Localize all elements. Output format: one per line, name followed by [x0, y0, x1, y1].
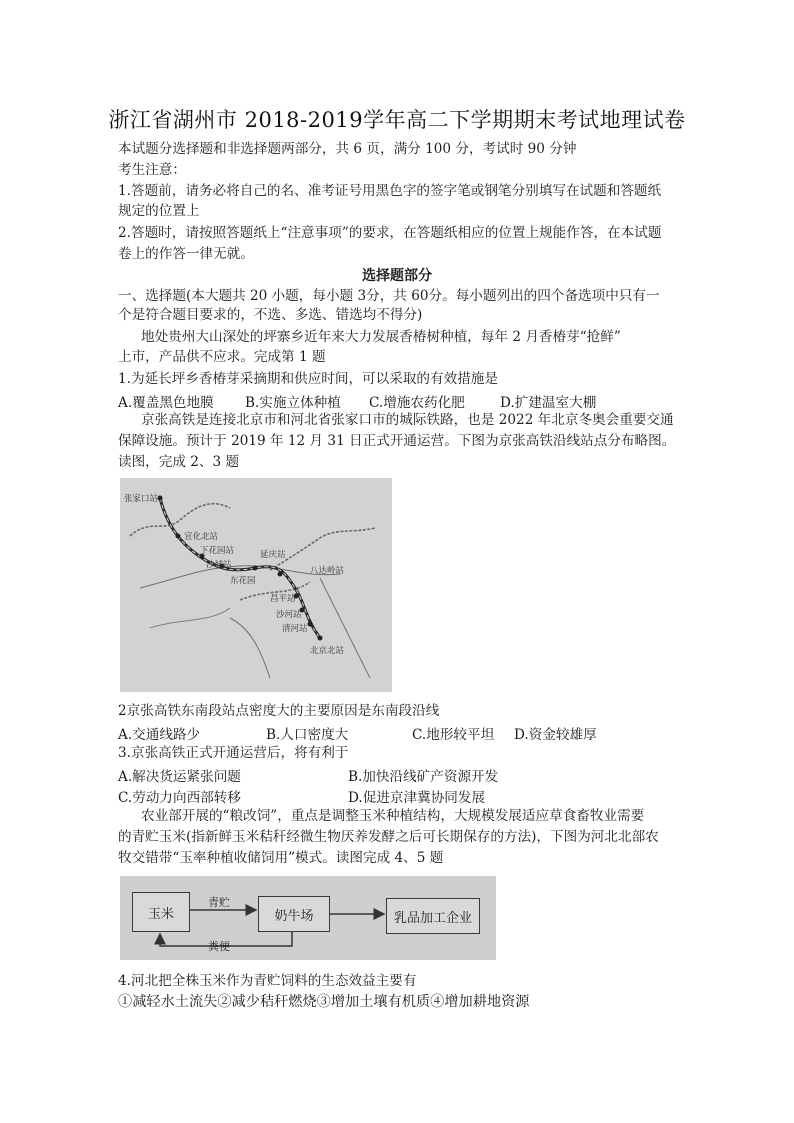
river — [230, 618, 270, 678]
flow-diagram-figure — [120, 876, 496, 960]
q3-option-a: A.解决货运紧张问题 — [118, 769, 241, 785]
q3-option-d: D.促进京津冀协同发展 — [348, 790, 486, 806]
passage-line: 地处贵州大山深处的坪寨乡近年来大力发展香椿树种植，每年 2 月香椿芽“抢鲜” — [141, 329, 621, 345]
question-1-stem: 1.为延长坪乡香椿芽采摘期和供应时间，可以采取的有效措施是 — [118, 371, 498, 387]
map-label-beijingbei: 北京北站 — [310, 646, 345, 656]
map-label-shacheng: 沙城站 — [206, 560, 232, 570]
passage-line: 读图，完成 2、3 题 — [118, 454, 240, 470]
river — [150, 608, 230, 628]
map-label-changping: 昌平站 — [270, 594, 296, 604]
q3-option-b: B.加快沿线矿产资源开发 — [348, 769, 499, 785]
passage-line: 的青贮玉米(指新鲜玉米秸秆经微生物厌养发酵之后可长期保存的方法)，下图为河北北部农 — [118, 829, 659, 845]
q2-option-c: C.地形较平坦 — [412, 727, 495, 743]
section-intro-line: 一、选择题(本大题共 20 小题，每小题 3分，共 60分。每小题列出的四个备选项中只有一 — [118, 288, 660, 304]
page-title: 浙江省湖州市 2018-2019学年高二下学期期末考试地理试卷 — [108, 108, 686, 132]
station-dot — [318, 636, 323, 641]
passage-line: 京张高铁是连接北京市和河北省张家口市的城际铁路，也是 2022 年北京冬奥会重要交通 — [141, 412, 674, 428]
station-dot — [278, 572, 283, 577]
question-3-stem: 3.京张高铁正式开通运营后，将有利于 — [118, 745, 349, 761]
intro-line: 卷上的作答一律无就。 — [118, 246, 254, 262]
intro-line: 2.答题时，请按照答题纸上“注意事项”的要求，在答题纸相应的位置上规能作答，在本试题 — [118, 225, 662, 241]
map-label-xuanhua: 宣化北站 — [184, 532, 219, 542]
map-label-shahe: 沙河站 — [276, 610, 302, 620]
railway-map — [120, 478, 392, 692]
q1-option-b: B.实施立体种植 — [245, 395, 341, 411]
q1-option-c: C.增施农药化肥 — [369, 395, 465, 411]
flow-label-manure: 粪便 — [208, 940, 230, 953]
flow-node-corn: 玉米 — [132, 892, 190, 932]
q1-option-d: D.扩建温室大棚 — [500, 395, 597, 411]
section-intro-line: 个是符合题目要求的，不选、多选、错选均不得分) — [118, 307, 423, 323]
map-label-zhangjiakou: 张家口站 — [124, 494, 159, 504]
station-dot — [176, 534, 181, 539]
passage-line: 牧交错带“玉率种植收储饲用”模式。读图完成 4、5 题 — [118, 850, 444, 866]
question-2-stem: 2京张高铁东南段站点密度大的主要原因是东南段沿线 — [118, 703, 440, 719]
flow-node-dairy-farm: 奶牛场 — [258, 896, 330, 932]
flow-label-silage: 青贮 — [208, 896, 230, 909]
railway-map-figure — [120, 478, 392, 692]
map-label-donghuayuan: 东花园 — [230, 576, 256, 586]
q2-option-a: A.交通线路少 — [118, 727, 201, 743]
intro-line: 1.答题前，请务必将自己的名、准考证号用黑色字的签字笔或钢笔分别填写在试题和答题纸 — [118, 183, 662, 199]
map-label-xiahuayuan: 下花园站 — [200, 546, 235, 556]
map-label-yanqing: 延庆站 — [260, 550, 286, 560]
question-4-stem: 4.河北把全株玉米作为青贮饲料的生态效益主要有 — [118, 973, 417, 989]
river — [320, 578, 370, 678]
passage-line: 农业部开展的“粮改饲”，重点是调整玉米种植结构，大规模发展适应草食畜牧业需要 — [141, 808, 645, 824]
station-dot — [308, 622, 313, 627]
map-label-badaling: 八达岭站 — [310, 566, 345, 576]
q1-option-a: A.覆盖黑色地膜 — [118, 395, 214, 411]
station-dot — [253, 566, 258, 571]
q2-option-b: B.人口密度大 — [266, 727, 349, 743]
map-label-qinghe: 清河站 — [282, 624, 308, 634]
section-heading: 选择题部分 — [362, 268, 432, 284]
intro-line: 规定的位置上 — [118, 203, 200, 219]
flow-node-dairy-processor: 乳品加工企业 — [386, 898, 480, 934]
intro-line: 本试题分选择题和非选择题两部分，共 6 页，满分 100 分，考试时 90 分钟 — [118, 141, 577, 157]
station-dot — [158, 496, 163, 501]
q4-choices: ①减轻水土流失②减少秸秆燃烧③增加土壤有机质④增加耕地资源 — [118, 994, 530, 1010]
q2-option-d: D.资金较雄厚 — [514, 727, 597, 743]
passage-line: 上市，产品供不应求。完成第 1 题 — [118, 349, 326, 365]
q3-option-c: C.劳动力向西部转移 — [118, 790, 241, 806]
intro-line: 考生注意： — [118, 162, 186, 178]
passage-line: 保障设施。预计于 2019 年 12 月 31 日正式开通运营。下图为京张高铁沿线站点分布略图。 — [118, 433, 676, 449]
